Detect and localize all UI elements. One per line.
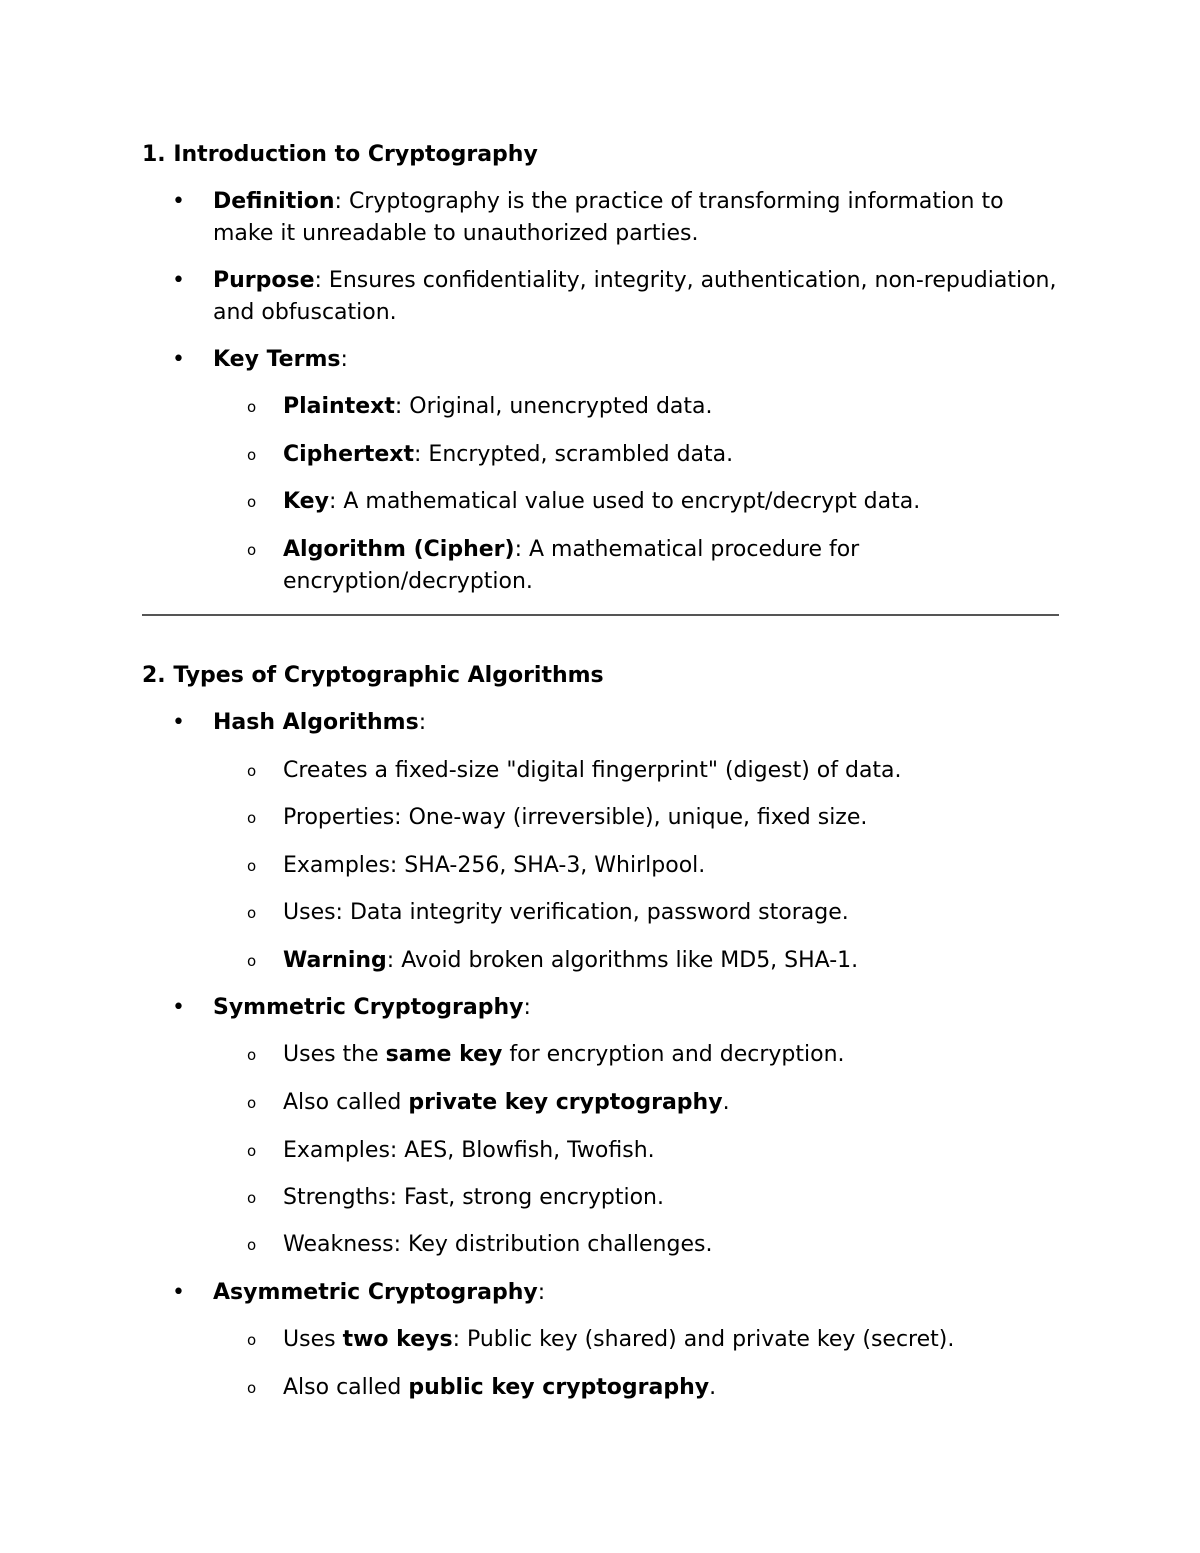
- sub-list-item: o Properties: One-way (irreversible), unique, fixed size.: [247, 802, 1060, 834]
- term: Key: [283, 489, 329, 514]
- sub-list-item: o Also called private key cryptography.: [247, 1087, 1060, 1119]
- bullet-marker: •: [172, 189, 185, 214]
- section-heading: 1. Introduction to Cryptography: [142, 142, 538, 167]
- sub-bullet-marker: o: [247, 952, 257, 970]
- term: Asymmetric Cryptography: [213, 1280, 538, 1305]
- list-item: • Asymmetric Cryptography:: [172, 1277, 1060, 1309]
- sub-bullet-marker: o: [247, 904, 257, 922]
- bullet-marker: •: [172, 1280, 185, 1305]
- sub-bullet-marker: o: [247, 1189, 257, 1207]
- term: Purpose: [213, 268, 315, 293]
- term: Algorithm (Cipher): [283, 537, 515, 562]
- list-item: • Key Terms:: [172, 344, 1060, 376]
- description: Cryptography is the practice of transforming information to make it unreadable to unauthorized parties.: [213, 189, 1004, 246]
- sub-list-item: o Examples: AES, Blowfish, Twofish.: [247, 1135, 1060, 1167]
- sub-list-item: o Algorithm (Cipher): A mathematical procedure for encryption/decryption.: [247, 537, 860, 594]
- term: Ciphertext: [283, 442, 415, 467]
- sub-list-item: o Creates a fixed-size "digital fingerprint" (digest) of data.: [247, 755, 1060, 787]
- sub-list-item: o Warning: Avoid broken algorithms like MD5, SHA-1.: [247, 945, 1060, 977]
- term: Definition: [213, 189, 335, 214]
- sub-list-item: o Ciphertext: Encrypted, scrambled data.: [247, 439, 1060, 471]
- sub-bullet-marker: o: [247, 762, 257, 780]
- sub-bullet-marker: o: [247, 493, 257, 511]
- description: Ensures confidentiality, integrity, authentication, non-repudiation, and obfuscation.: [213, 268, 1057, 325]
- sub-list-item: o Uses two keys: Public key (shared) and private key (secret).: [247, 1324, 1060, 1356]
- sub-list-item: o Also called public key cryptography.: [247, 1372, 1060, 1404]
- sub-bullet-marker: o: [247, 809, 257, 827]
- term: Plaintext: [283, 394, 395, 419]
- sub-bullet-marker: o: [247, 1094, 257, 1112]
- term: Hash Algorithms: [213, 710, 419, 735]
- sub-list-item: o Uses the same key for encryption and decryption.: [247, 1039, 1060, 1071]
- list-item: • Purpose: Ensures confidentiality, integrity, authentication, non-repudiation, and obfuscation.: [172, 265, 1060, 328]
- sub-list-item: o Strengths: Fast, strong encryption.: [247, 1182, 1060, 1214]
- sub-list-item: o Plaintext: Original, unencrypted data.: [247, 391, 1060, 423]
- bullet-marker: •: [172, 995, 185, 1020]
- sub-bullet-marker: o: [247, 1142, 257, 1160]
- list-item: • Symmetric Cryptography:: [172, 992, 1060, 1024]
- sub-bullet-marker: o: [247, 541, 257, 559]
- sub-bullet-marker: o: [247, 1379, 257, 1397]
- term: Warning: [283, 948, 387, 973]
- sub-bullet-marker: o: [247, 1046, 257, 1064]
- bullet-marker: •: [172, 710, 185, 735]
- sub-list-item: o Key: A mathematical value used to encrypt/decrypt data.: [247, 486, 1060, 518]
- sub-bullet-marker: o: [247, 1331, 257, 1349]
- horizontal-rule: [142, 614, 1059, 616]
- term: Key Terms: [213, 347, 341, 372]
- bullet-marker: •: [172, 268, 185, 293]
- term: Symmetric Cryptography: [213, 995, 524, 1020]
- list-item: • Hash Algorithms:: [172, 707, 1060, 739]
- sub-list-item: o Examples: SHA-256, SHA-3, Whirlpool.: [247, 850, 1060, 882]
- bullet-marker: •: [172, 347, 185, 372]
- sub-bullet-marker: o: [247, 398, 257, 416]
- sub-bullet-marker: o: [247, 1236, 257, 1254]
- sub-list-item: o Uses: Data integrity verification, password storage.: [247, 897, 1060, 929]
- sub-bullet-marker: o: [247, 446, 257, 464]
- sub-list-item: o Weakness: Key distribution challenges.: [247, 1229, 1060, 1261]
- sub-bullet-marker: o: [247, 857, 257, 875]
- section-heading: 2. Types of Cryptographic Algorithms: [142, 663, 604, 688]
- list-item: • Definition: Cryptography is the practice of transforming information to make it unreadable to unauthorized parties.: [172, 186, 1060, 249]
